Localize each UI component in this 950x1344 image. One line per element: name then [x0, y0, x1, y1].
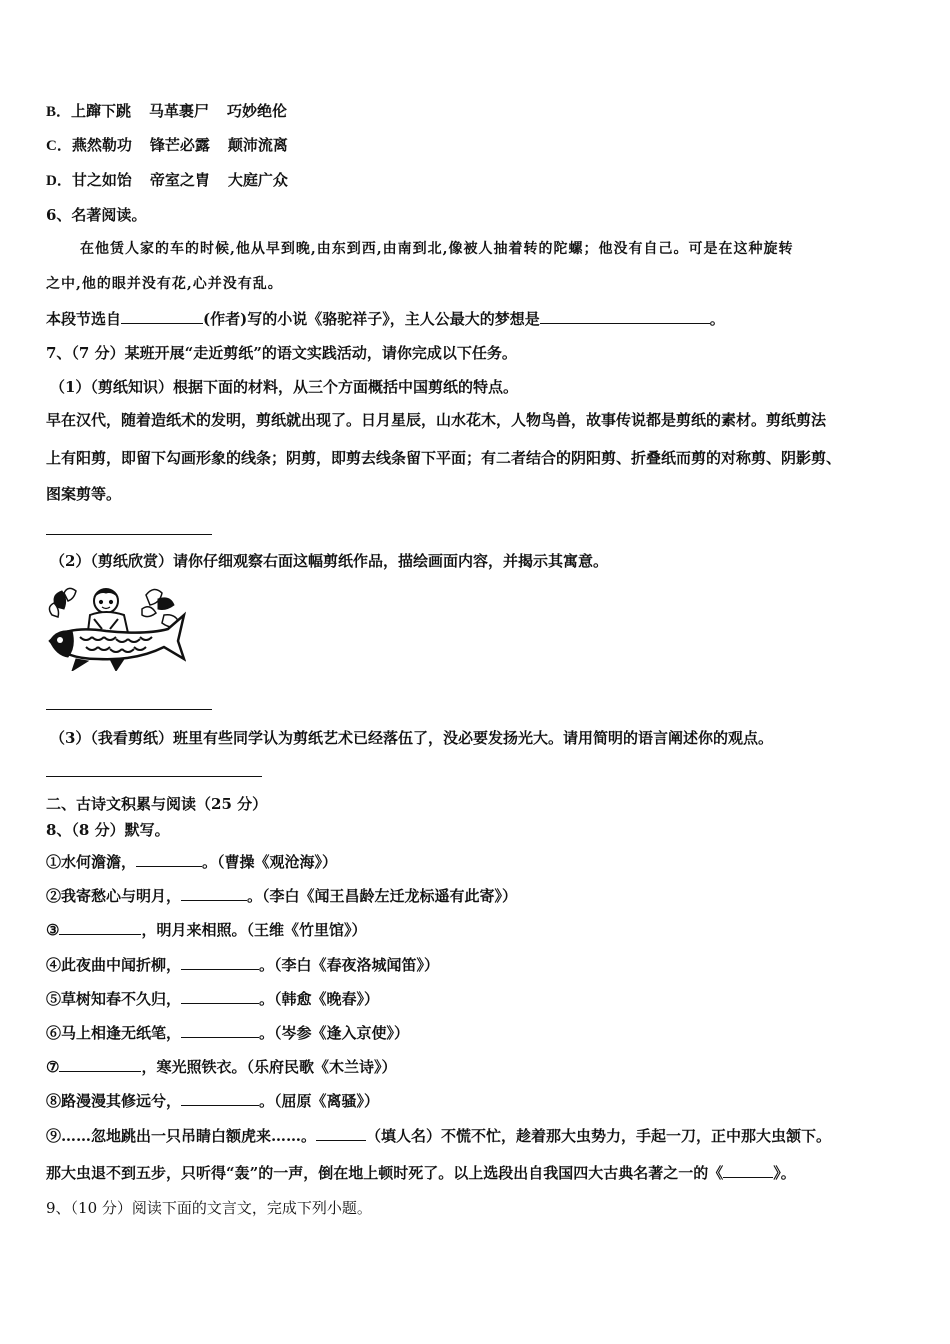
section2-title: 二、古诗文积累与阅读（25 分） [46, 795, 268, 813]
q7-sub2: （2）（剪纸欣赏）请你仔细观察右面这幅剪纸作品，描绘画面内容，并揭示其寓意。 [50, 552, 608, 570]
q8-item-1: ①水何澹澹， 。（曹操《观沧海》） [46, 853, 338, 871]
fill-blank[interactable] [181, 989, 259, 1004]
option-d: D．甘之如饴 帝室之胄 大庭广众 [46, 171, 288, 189]
q7-material-line2: 上有阳剪，即留下勾画形象的线条；阴剪，即剪去线条留下平面；有二者结合的阴阳剪、折叠纸而剪的对称剪、阴影剪、 [46, 449, 842, 467]
child-carp-papercut-icon [46, 585, 186, 671]
q8-item-4: ④此夜曲中闻折柳， 。（李白《春夜洛城闻笛》） [46, 956, 440, 974]
q8-item-2: ②我寄愁心与明月， 。（李白《闻王昌龄左迁龙标遥有此寄》） [46, 887, 518, 905]
fill-blank[interactable] [59, 1057, 141, 1072]
q6-question: 本段节选自 (作者)写的小说《骆驼祥子》，主人公最大的梦想是 。 [46, 310, 725, 328]
q8-item-9-line2: 那大虫退不到五步，只听得“轰”的一声，倒在地上顿时死了。以上选段出自我国四大古典名著之一的《 》。 [46, 1164, 796, 1182]
q8-title: 8、（8 分）默写。 [46, 821, 170, 839]
fill-blank[interactable] [59, 920, 141, 935]
name-blank[interactable] [316, 1126, 366, 1141]
fill-blank[interactable] [181, 886, 247, 901]
fill-blank[interactable] [136, 852, 202, 867]
q8-item-9-line1: ⑨……忽地跳出一只吊睛白额虎来……。 （填人名）不慌不忙，趁着那大虫势力，手起一刀，正中那大虫颔下。 [46, 1127, 832, 1145]
papercut-image [46, 585, 186, 671]
q6-passage-line2: 之中,他的眼并没有花,心并没有乱。 [46, 276, 283, 292]
q9-title: 9、（10 分）阅读下面的文言文，完成下列小题。 [46, 1199, 372, 1217]
q8-item-7: ⑦ ，寒光照铁衣。（乐府民歌《木兰诗》） [46, 1058, 397, 1076]
author-blank[interactable] [121, 309, 203, 324]
q7-material-line1: 早在汉代，随着造纸术的发明，剪纸就出现了。日月星辰，山水花木，人物鸟兽，故事传说都是剪纸的素材。剪纸剪法 [46, 411, 827, 429]
q6-title: 6、名著阅读。 [46, 206, 147, 224]
fill-blank[interactable] [181, 955, 259, 970]
q6-passage-line1: 在他赁人家的车的时候,他从早到晚,由东到西,由南到北,像被人抽着转的陀螺；他没有自己。可是在这种旋转 [80, 241, 794, 257]
q7-title: 7、（7 分）某班开展“走近剪纸”的语文实践活动，请你完成以下任务。 [46, 344, 517, 362]
fill-blank[interactable] [181, 1091, 259, 1106]
answer-line-1[interactable] [46, 534, 212, 535]
q7-sub1: （1）（剪纸知识）根据下面的材料，从三个方面概括中国剪纸的特点。 [50, 378, 518, 396]
option-b: B．上蹿下跳 马革裹尸 巧妙绝伦 [46, 102, 288, 120]
dream-blank[interactable] [540, 309, 710, 324]
novel-blank[interactable] [723, 1163, 773, 1178]
q8-item-6: ⑥马上相逢无纸笔， 。（岑参《逢入京使》） [46, 1024, 410, 1042]
q7-material-line3: 图案剪等。 [46, 485, 122, 503]
answer-line-2[interactable] [46, 709, 212, 710]
q8-item-5: ⑤草树知春不久归， 。（韩愈《晚春》） [46, 990, 380, 1008]
option-c: C．燕然勒功 锋芒必露 颠沛流离 [46, 136, 288, 154]
fill-blank[interactable] [181, 1023, 259, 1038]
q7-sub3: （3）（我看剪纸）班里有些同学认为剪纸艺术已经落伍了，没必要发扬光大。请用简明的语言阐述你的观点。 [50, 729, 773, 747]
answer-line-3[interactable] [46, 776, 262, 777]
q8-item-8: ⑧路漫漫其修远兮， 。（屈原《离骚》） [46, 1092, 380, 1110]
q8-item-3: ③ ，明月来相照。（王维《竹里馆》） [46, 921, 367, 939]
